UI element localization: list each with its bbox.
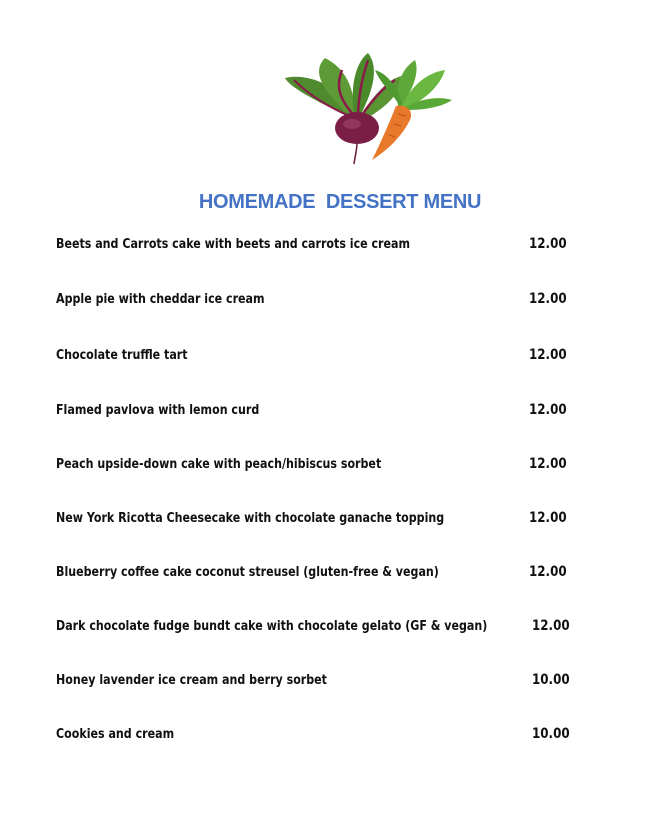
menu-item [56, 402, 576, 426]
menu-item-price: 12.00 [529, 347, 567, 363]
beet-leaves-icon [285, 53, 402, 120]
menu-item [56, 672, 576, 696]
menu-item [56, 564, 576, 588]
menu-item-name: New York Ricotta Cheesecake with chocolate ganache topping [56, 510, 445, 526]
menu-item-price: 12.00 [529, 291, 567, 307]
menu-item-name: Chocolate truffle tart [56, 347, 188, 363]
menu-item [56, 618, 576, 642]
menu-item-name: Apple pie with cheddar ice cream [56, 291, 265, 307]
menu-item-price: 10.00 [532, 672, 570, 688]
menu-item-name: Peach upside-down cake with peach/hibiscus sorbet [56, 456, 382, 472]
menu-item-name: Cookies and cream [56, 726, 175, 742]
menu-item-name: Flamed pavlova with lemon curd [56, 402, 260, 418]
beet-and-carrot-illustration [280, 48, 460, 168]
beet-root-icon [335, 112, 379, 164]
menu-item-price: 12.00 [529, 456, 567, 472]
menu-item-name: Blueberry coffee cake coconut streusel (gluten-free & vegan) [56, 564, 439, 580]
menu-item-price: 12.00 [529, 564, 567, 580]
menu-item-price: 12.00 [529, 236, 567, 252]
menu-item-name: Honey lavender ice cream and berry sorbet [56, 672, 327, 688]
menu-item-price: 10.00 [532, 726, 570, 742]
menu-item-price: 12.00 [529, 510, 567, 526]
menu-title: HOMEMADE DESSERT MENU [198, 191, 482, 213]
menu-item-price: 12.00 [532, 618, 570, 634]
menu-item-name: Beets and Carrots cake with beets and carrots ice cream [56, 236, 411, 252]
menu-item [56, 456, 576, 480]
menu-item [56, 291, 576, 315]
menu-item [56, 236, 576, 260]
menu-item-price: 12.00 [529, 402, 567, 418]
menu-item [56, 347, 576, 371]
menu-item [56, 726, 576, 750]
menu-item-name: Dark chocolate fudge bundt cake with chocolate gelato (GF & vegan) [56, 618, 488, 634]
menu-item [56, 510, 576, 534]
